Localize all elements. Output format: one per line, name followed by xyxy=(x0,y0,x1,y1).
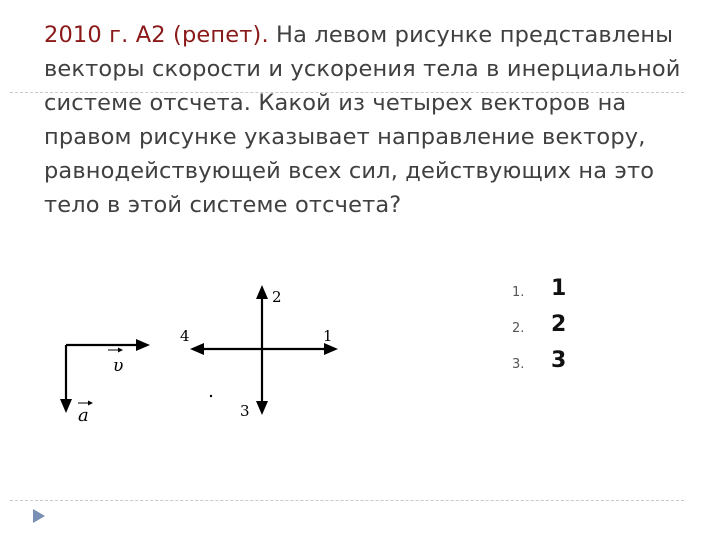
answer-value: 3 xyxy=(551,348,567,373)
answer-option[interactable] xyxy=(512,276,612,312)
right-figure xyxy=(190,285,338,415)
answer-number: 1. xyxy=(512,285,525,300)
question-text xyxy=(44,18,684,222)
velocity-arrowhead xyxy=(136,339,150,351)
left-figure xyxy=(60,339,150,413)
answer-number: 2. xyxy=(512,321,525,336)
vector-label-2: 2 xyxy=(272,288,282,306)
vector-figure xyxy=(40,265,360,435)
velocity-label: υ xyxy=(113,356,124,376)
answer-option[interactable] xyxy=(512,348,612,384)
answer-list xyxy=(512,276,612,384)
acceleration-arrowhead xyxy=(60,399,72,413)
question-body: На левом рисунке представлены векторы скорости и ускорения тела в инерциальной системе отсчета. Какой из четырех векторов на правом рисунке указывает направление вектору, равнодействующей всех сил, действующих на это тело в этой системе отсчета? xyxy=(44,22,681,218)
answer-number: 3. xyxy=(512,357,525,372)
vector-label-1: 1 xyxy=(323,327,333,345)
question-prefix: 2010 г. А2 (репет). xyxy=(44,22,269,48)
vector-label-3: 3 xyxy=(240,402,250,420)
acceleration-label: a xyxy=(78,405,89,426)
divider-bottom xyxy=(10,500,684,501)
answer-value: 2 xyxy=(551,312,567,337)
next-slide-arrow-icon[interactable] xyxy=(32,508,46,524)
answer-option[interactable] xyxy=(512,312,612,348)
answer-value: 1 xyxy=(551,276,567,301)
vector-label-4: 4 xyxy=(180,327,190,345)
